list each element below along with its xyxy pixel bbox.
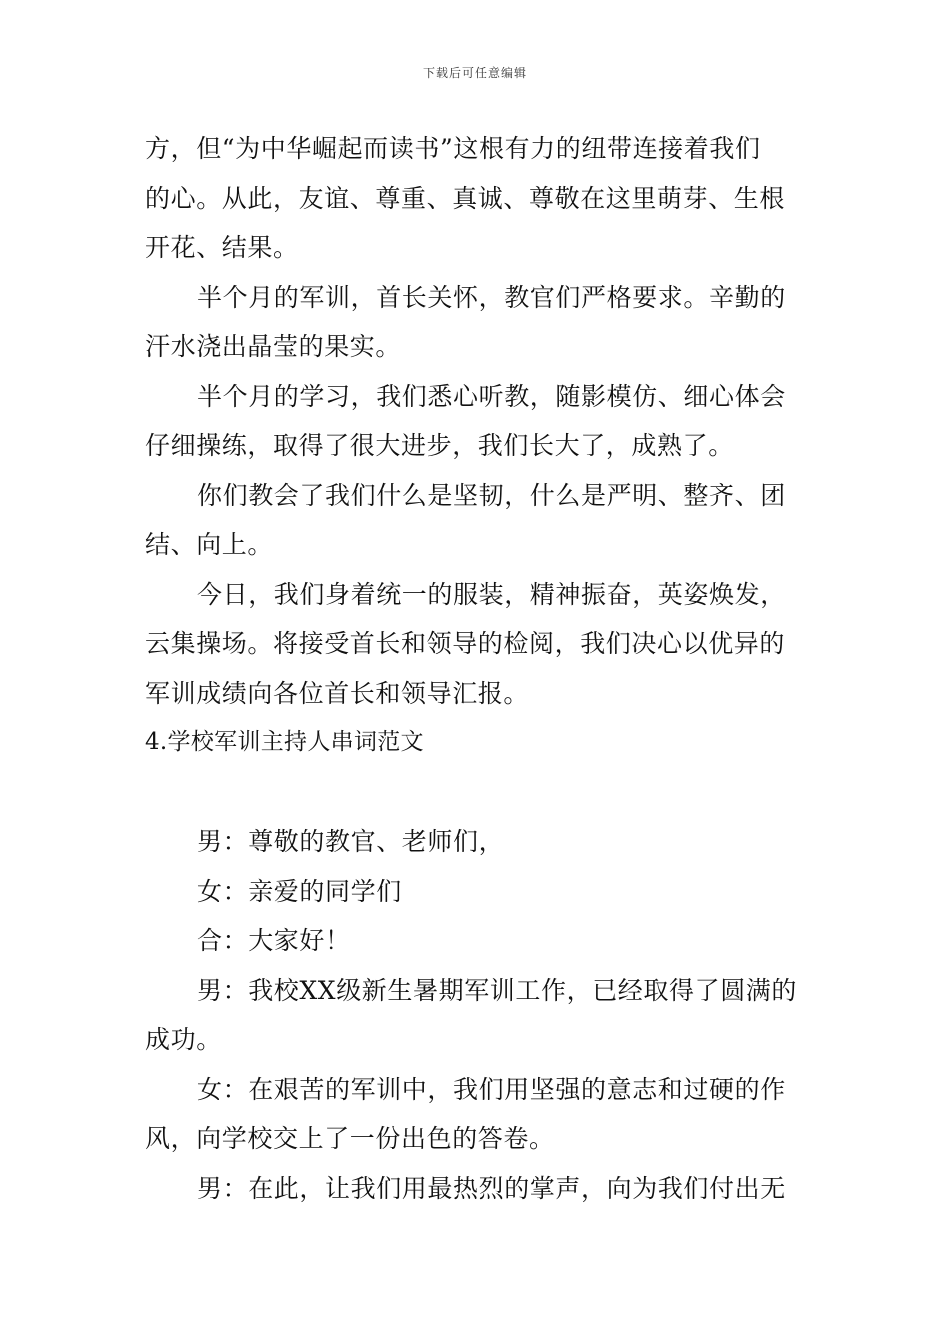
dialogue-line: 女：在艰苦的军训中，我们用坚强的意志和过硬的作 (197, 1074, 786, 1104)
text-line: 仔细操练，取得了很大进步，我们长大了，成熟了。 (145, 431, 734, 460)
text-line: 汗水浇出晶莹的果实。 (145, 332, 402, 361)
text-line: 成功。 (145, 1025, 222, 1054)
section-heading: 4.学校军训主持人串词范文 (145, 729, 424, 755)
dialogue-line: 男：尊敬的教官、老师们， (197, 827, 505, 856)
paragraph-start: 半个月的军训，首长关怀，教官们严格要求。辛勤的 (197, 282, 786, 312)
text-line: 开花、结果。 (145, 233, 299, 262)
dialogue-line: 合：大家好！ (197, 926, 351, 955)
blank-line (145, 768, 810, 818)
text-line: 的心。从此，友谊、尊重、真诚、尊敬在这里萌芽、生根 (145, 183, 786, 213)
dialogue-line: 男：我校XX级新生暑期军训工作，已经取得了圆满的 (197, 975, 797, 1005)
paragraph-start: 你们教会了我们什么是坚韧，什么是严明、整齐、团 (197, 480, 786, 510)
text-line: 军训成绩向各位首长和领导汇报。 (145, 678, 530, 708)
dialogue-line: 男：在此，让我们用最热烈的掌声，向为我们付出无 (197, 1173, 786, 1203)
document-body (145, 124, 810, 1213)
text-line: 结、向上。 (145, 530, 274, 559)
text-line: 云集操场。将接受首长和领导的检阅，我们决心以优异的 (145, 629, 786, 658)
text-line: 风，向学校交上了一份出色的答卷。 (145, 1124, 555, 1153)
paragraph-start: 半个月的学习，我们悉心听教，随影模仿、细心体会 (197, 381, 786, 411)
dialogue-line: 女：亲爱的同学们 (197, 876, 402, 906)
page-header-note: 下载后可任意编辑 (422, 66, 527, 80)
paragraph-start: 今日，我们身着统一的服装，精神振奋，英姿焕发， (197, 579, 786, 609)
text-line: 方，但“为中华崛起而读书”这根有力的纽带连接着我们 (145, 134, 761, 163)
